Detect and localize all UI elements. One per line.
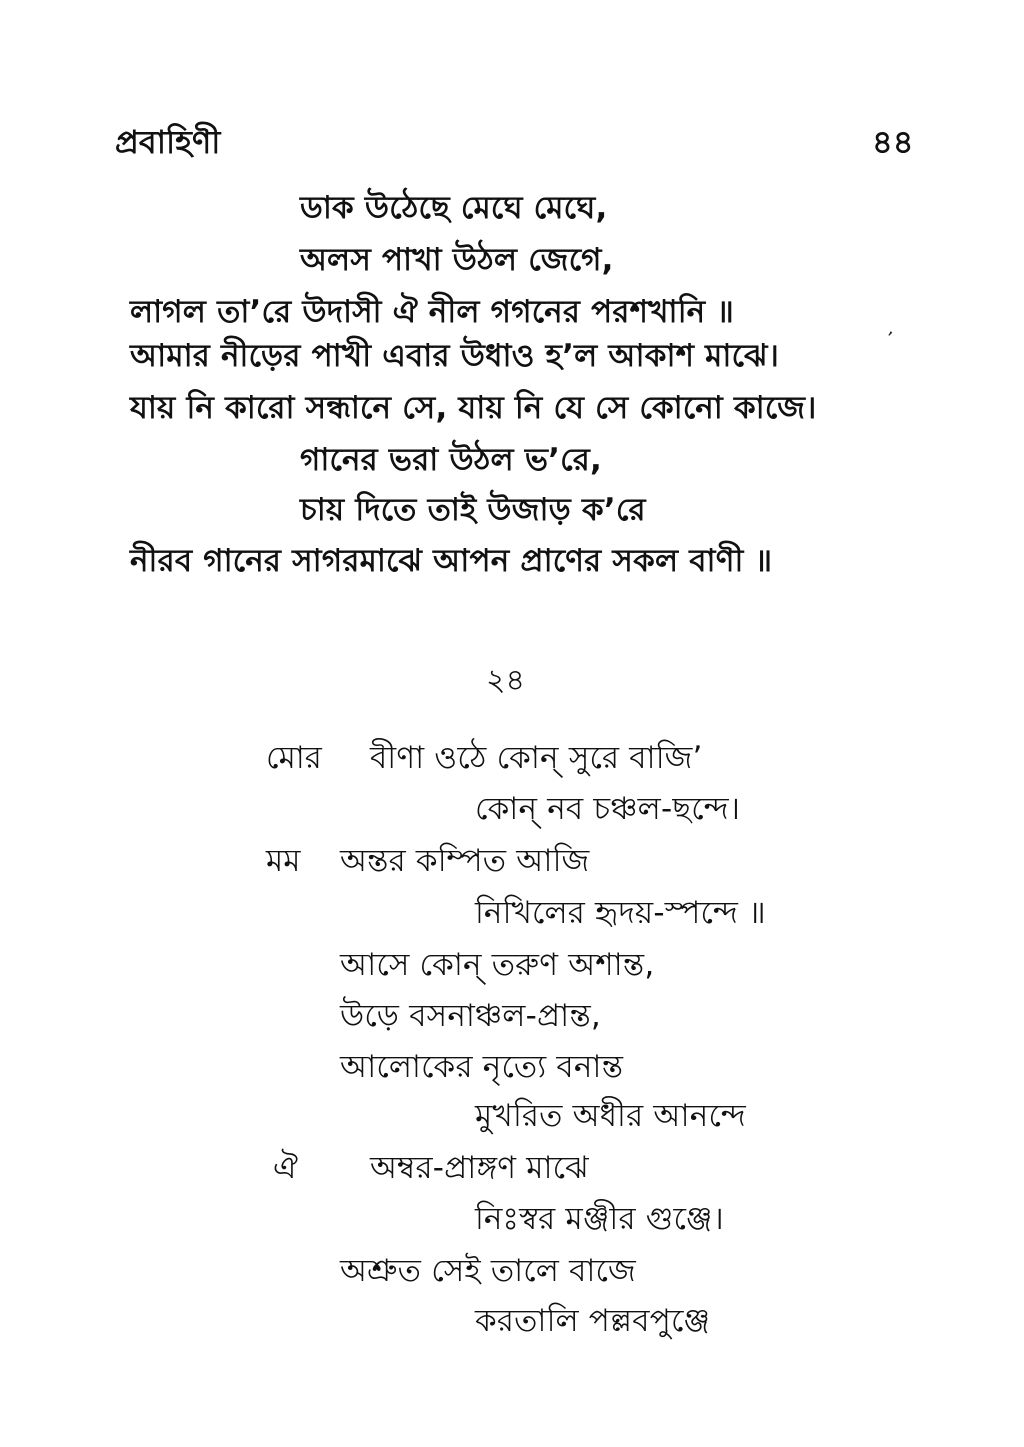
poem-line: নিখিলের হৃদয়-স্পন্দে ॥ [475,895,766,931]
line-label-oi: ঐ [273,1150,298,1186]
poem-line: অম্বর-প্রাঙ্গণ মাঝে [370,1150,589,1186]
poem-line: অলস পাখা উঠল জেগে, [300,242,614,278]
poem-line: বীণা ওঠে কোন্ সুরে বাজি’ [370,740,703,776]
poem-line: যায় নি কারো সন্ধানে সে, যায় নি যে সে কোনো কাজে। [130,390,817,426]
line-label-mor: মোর [266,740,322,776]
line-label-mamo: মম [266,843,301,879]
poem-line: চায় দিতে তাই উজাড় ক’রে [300,492,646,528]
poem-line: নিঃস্বর মঞ্জীর গুঞ্জে। [475,1201,724,1237]
poem-line: ডাক উঠেছে মেঘে মেঘে, [300,190,608,226]
poem-line: আলোকের নৃত্যে বনান্ত [340,1049,624,1085]
poem-line: আসে কোন্ তরুণ অশান্ত, [340,947,655,983]
page-header-title: প্রবাহিণী [115,123,221,161]
stray-mark: , [886,317,898,340]
poem-line: করতালি পল্লবপুঞ্জে [475,1303,711,1339]
poem-line: অন্তর কম্পিত আজি [340,843,590,879]
poem-line: নীরব গানের সাগরমাঝে আপন প্রাণের সকল বাণী ॥ [130,543,773,579]
poem-line: গানের ভরা উঠল ভ’রে, [300,442,602,478]
poem-line: অশ্রুত সেই তালে বাজে [340,1253,636,1289]
song-number: ২৪ [486,663,525,698]
page-number: ৪৪ [872,123,914,161]
poem-line: আমার নীড়ের পাখী এবার উধাও হ’ল আকাশ মাঝে। [130,338,779,374]
poem-line: মুখরিত অধীর আনন্দে [475,1098,746,1134]
poem-line: কোন্ নব চঞ্চল-ছন্দে। [475,791,741,827]
poem-line: লাগল তা’রে উদাসী ঐ নীল গগনের পরশখানি ॥ [130,294,734,330]
poem-line: উড়ে বসনাঞ্চল-প্রান্ত, [340,998,601,1034]
